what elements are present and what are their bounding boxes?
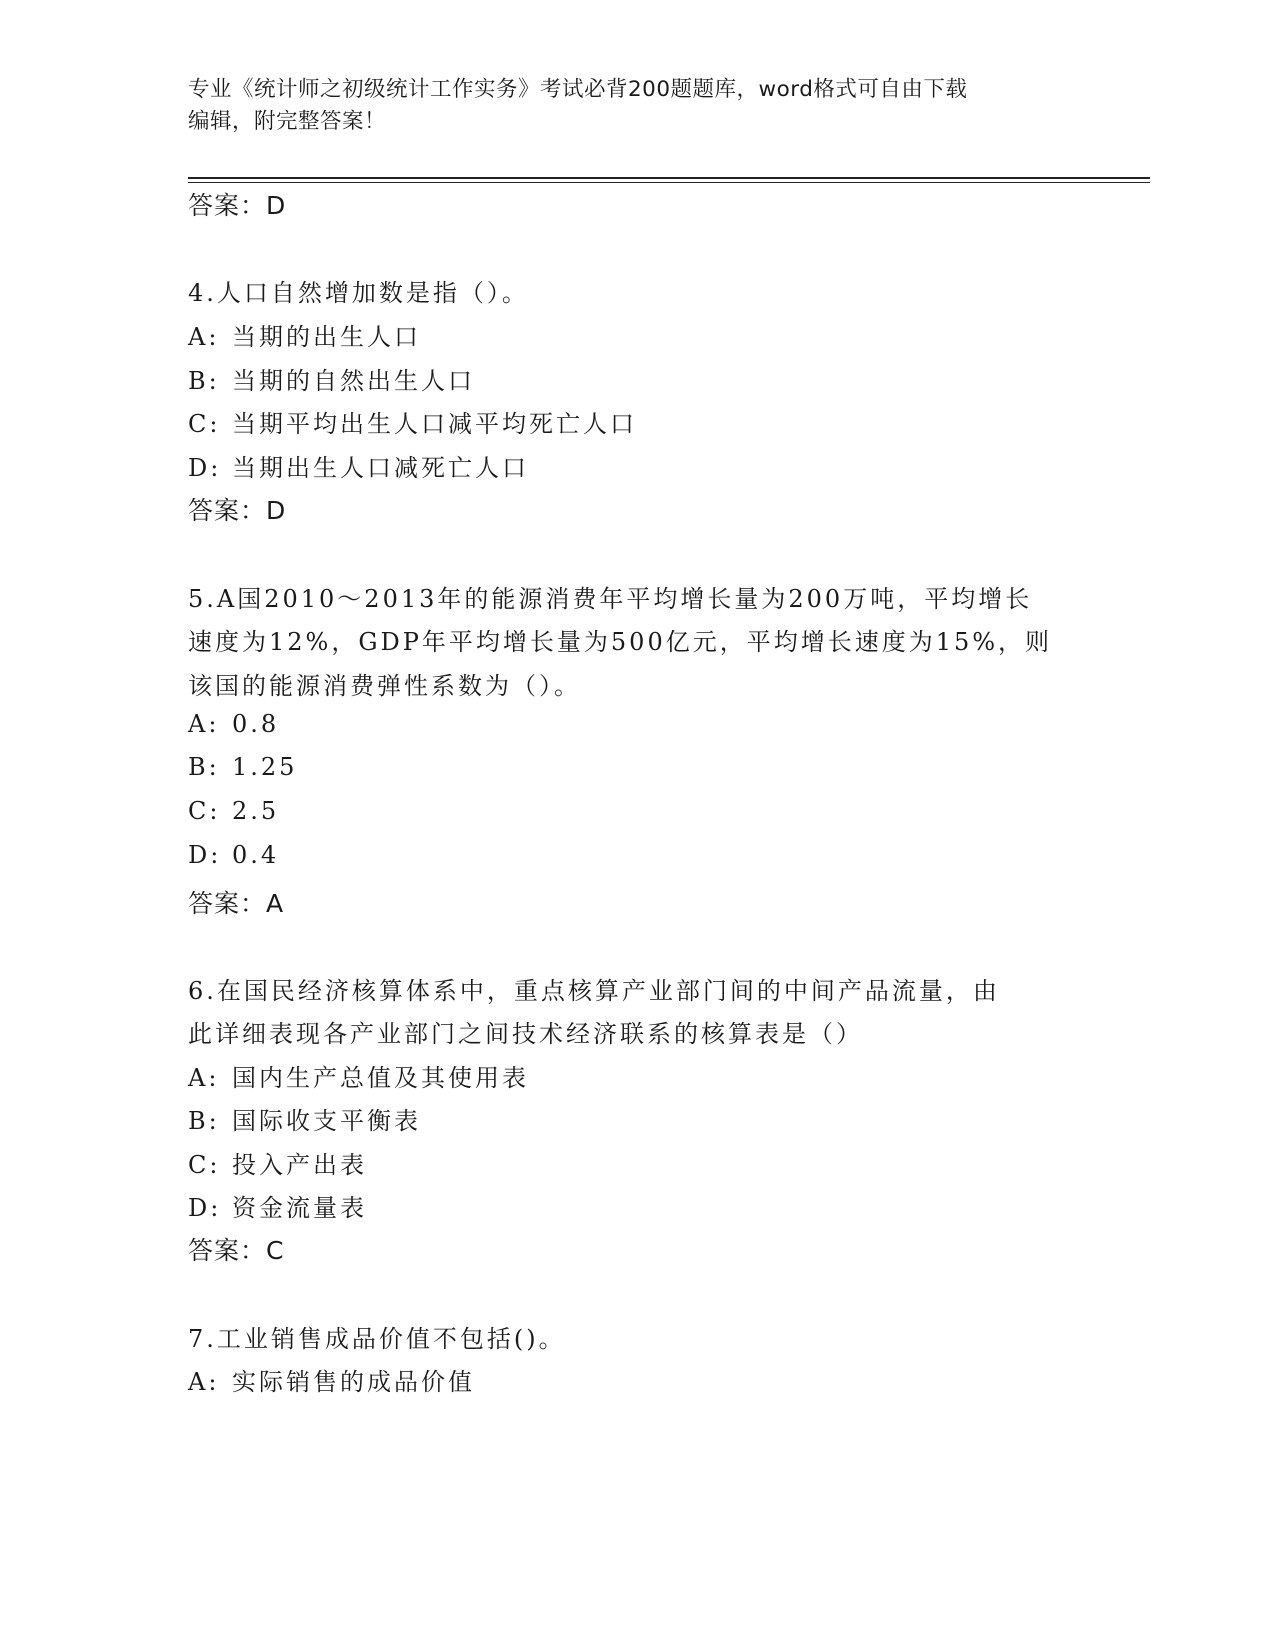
q6-option-b [188,1101,421,1136]
option-letter: C: [188,797,221,825]
q5-option-a [188,710,279,738]
option-letter: C: [188,410,221,438]
header-line-1: 专业《统计师之初级统计工作实务》考试必背200题题库，word格式可自由下载 [188,77,968,102]
q4-option-d [188,448,529,483]
q4-option-c [188,404,637,439]
option-text: 投入产出表 [232,1151,367,1179]
header-rule-thick [188,177,1150,179]
q6-option-d [188,1188,367,1223]
q5-answer: 答案：A [188,889,285,918]
q6-stem-line-2: 此详细表现各产业部门之间技术经济联系的核算表是（） [188,1020,863,1048]
option-text: 当期的自然出生人口 [232,367,475,395]
q5-stem-line-1: 5.A国2010～2013年的能源消费年平均增长量为200万吨，平均增长 [188,585,1033,613]
option-text: 当期的出生人口 [232,323,421,351]
option-letter: D: [188,841,222,869]
option-letter: A: [188,1368,220,1396]
header-line-2: 编辑，附完整答案！ [188,109,387,134]
q6-stem-line-1: 6.在国民经济核算体系中，重点核算产业部门间的中间产品流量，由 [188,977,1000,1005]
q4-option-b [188,361,475,396]
option-letter: C: [188,1151,221,1179]
q6-option-c [188,1145,367,1180]
q5-option-b [188,753,297,781]
option-text: 国际收支平衡表 [232,1107,421,1135]
q5-option-c [188,797,279,825]
option-text: 0.8 [232,710,280,738]
option-letter: A: [188,323,220,351]
q7-option-a [188,1362,475,1397]
option-letter: A: [188,710,220,738]
q5-stem-line-2: 速度为12%，GDP年平均增长量为500亿元，平均增长速度为15%，则 [188,628,1053,656]
option-letter: B: [188,1107,220,1135]
option-text: 2.5 [232,797,280,825]
q5-stem-line-3: 该国的能源消费弹性系数为（）。 [188,672,581,700]
option-letter: D: [188,454,222,482]
q4-stem: 4.人口自然增加数是指（）。 [188,279,529,307]
option-text: 当期平均出生人口减平均死亡人口 [232,410,637,438]
option-text: 当期出生人口减死亡人口 [232,454,529,482]
option-letter: D: [188,1194,222,1222]
option-text: 资金流量表 [232,1194,367,1222]
q4-answer: 答案：D [188,496,287,525]
option-text: 1.25 [232,753,298,781]
header-rule-thin [188,182,1150,183]
option-text: 实际销售的成品价值 [232,1368,475,1396]
q5-option-d [188,841,279,869]
q7-stem: 7.工业销售成品价值不包括()。 [188,1325,566,1353]
q6-option-a [188,1058,529,1093]
option-letter: B: [188,367,220,395]
option-letter: A: [188,1064,220,1092]
answer-top: 答案：D [188,191,287,220]
option-text: 0.4 [232,841,280,869]
q6-answer: 答案：C [188,1236,285,1265]
q4-option-a [188,317,421,352]
option-text: 国内生产总值及其使用表 [232,1064,529,1092]
option-letter: B: [188,753,220,781]
document-header [188,74,1068,138]
